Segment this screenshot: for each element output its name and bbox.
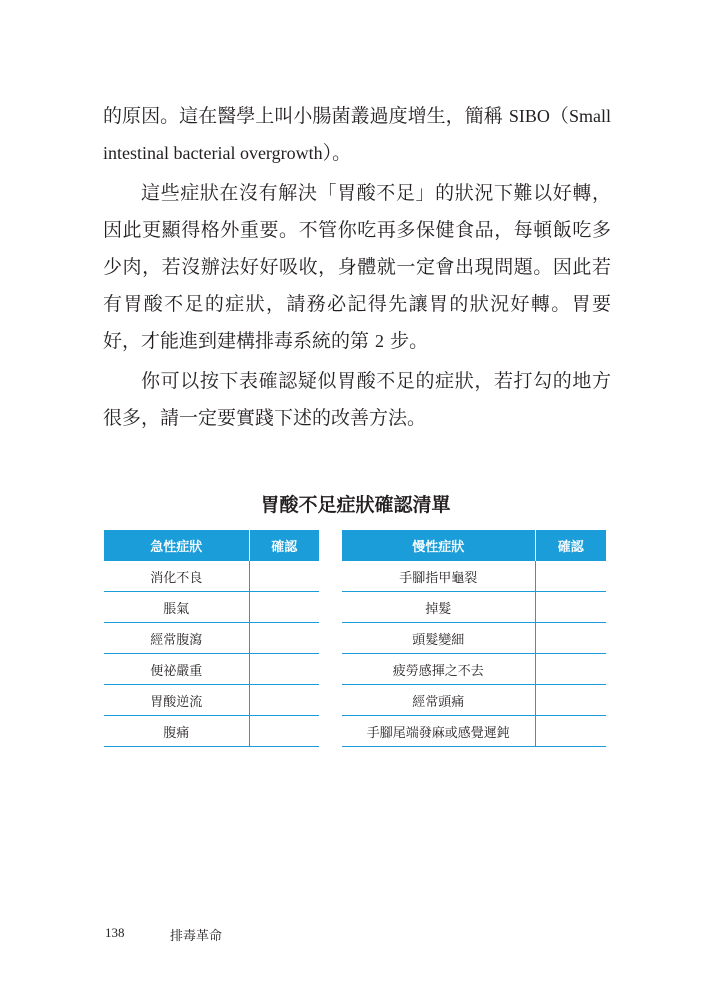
confirm-checkbox-cell[interactable] [249,592,319,623]
symptom-cell: 疲勞感揮之不去 [342,654,535,685]
table-row [104,561,319,592]
paragraph-1 [103,98,611,172]
symptom-cell: 手腳尾端發麻或感覺遲鈍 [342,716,535,747]
paragraph-1-segment: （ [549,105,569,127]
body-text [103,98,611,437]
confirm-checkbox-cell[interactable] [249,685,319,716]
acute-header-row [104,530,319,561]
paragraph-2-segment: 2 [375,331,385,351]
symptom-cell: 經常腹瀉 [104,623,249,654]
checklist-title: 胃酸不足症狀確認清單 [260,494,451,516]
symptom-cell: 胃酸逆流 [104,685,249,716]
chronic-confirm-header: 確認 [535,530,606,561]
chronic-header-row [342,530,606,561]
acute-confirm-header: 確認 [249,530,319,561]
chronic-symptoms-table [342,530,606,747]
symptom-cell: 脹氣 [104,592,249,623]
table-row [342,561,606,592]
table-row [342,623,606,654]
confirm-checkbox-cell[interactable] [535,685,606,716]
symptom-cell: 消化不良 [104,561,249,592]
paragraph-1-segment: SIBO [508,106,550,126]
paragraph-2 [103,175,611,360]
table-row [104,623,319,654]
confirm-checkbox-cell[interactable] [249,654,319,685]
paragraph-1-segment: Small intestinal bacterial overgrowth [103,106,611,163]
symptom-cell: 便祕嚴重 [104,654,249,685]
table-row [104,685,319,716]
confirm-checkbox-cell[interactable] [249,716,319,747]
paragraph-3-segment: 你可以按下表確認疑似胃酸不足的症狀，若打勾的地方很多，請一定要實踐下述的改善方法。 [103,370,611,429]
chronic-symptoms-header: 慢性症狀 [342,530,535,561]
symptom-cell: 經常頭痛 [342,685,535,716]
book-title: 排毒革命 [170,929,223,944]
paragraph-1-segment: 的原因。這在醫學上叫小腸菌叢過度增生，簡稱 [103,105,509,127]
symptom-cell: 頭髮變細 [342,623,535,654]
confirm-checkbox-cell[interactable] [249,623,319,654]
table-row [342,685,606,716]
paragraph-2-segment: 步。 [384,330,429,352]
confirm-checkbox-cell[interactable] [535,623,606,654]
confirm-checkbox-cell[interactable] [535,561,606,592]
confirm-checkbox-cell[interactable] [249,561,319,592]
symptom-cell: 腹痛 [104,716,249,747]
table-row [342,716,606,747]
table-row [104,716,319,747]
table-row [342,592,606,623]
table-row [342,654,606,685]
paragraph-2-segment: 這些症狀在沒有解決「胃酸不足」的狀況下難以好轉，因此更顯得格外重要。不管你吃再多保健食品，每頓飯吃多少肉，若沒辦法好好吸收，身體就一定會出現問題。因此若有胃酸不足的症狀，請務必記得先讓胃的狀況好轉。胃要好，才能進到建構排毒系統的第 [103,182,611,352]
confirm-checkbox-cell[interactable] [535,716,606,747]
acute-symptoms-header: 急性症狀 [104,530,249,561]
confirm-checkbox-cell[interactable] [535,654,606,685]
symptom-cell: 手腳指甲龜裂 [342,561,535,592]
acute-symptoms-table [104,530,319,747]
table-row [104,654,319,685]
confirm-checkbox-cell[interactable] [535,592,606,623]
page-number: 138 [105,925,125,940]
paragraph-1-segment: ）。 [322,142,352,164]
table-row [104,592,319,623]
paragraph-3 [103,363,611,437]
symptom-cell: 掉髮 [342,592,535,623]
